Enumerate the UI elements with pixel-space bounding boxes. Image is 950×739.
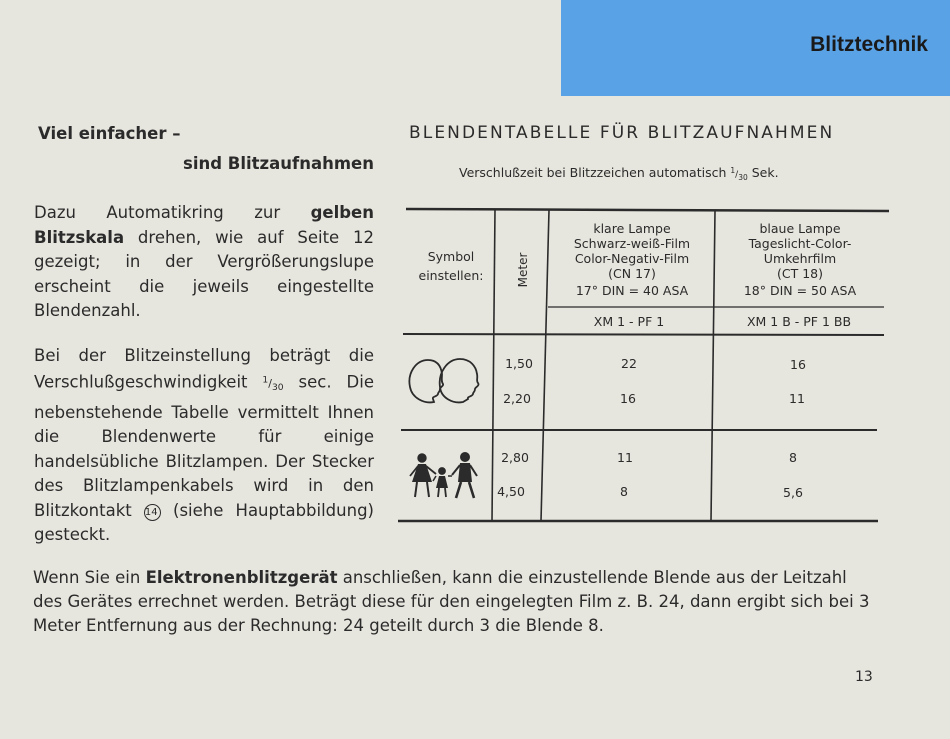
- para1-text-a: Dazu Automatikring zur: [34, 203, 311, 222]
- row1-meter: 1,50: [505, 356, 533, 371]
- col1-header-line1: klare Lampe: [593, 221, 671, 236]
- symbol-column-rule: [492, 209, 495, 521]
- para1-text-b: drehen, wie auf Seite 12 gezeigt; in der Vergrößerungslupe erscheint die jeweils eingestellte Blendenzahl.: [34, 227, 374, 320]
- col2-header-line2: Tageslicht-Color-: [748, 236, 852, 251]
- col1-header-line4: (CN 17): [608, 266, 656, 281]
- meter-header: Meter: [516, 252, 530, 288]
- symbol-header-line1: Symbol: [427, 249, 475, 264]
- subtitle-frac-num: 1: [730, 166, 736, 175]
- row1-value-clear: 22: [621, 356, 637, 371]
- col2-header-line3: Umkehrfilm: [763, 251, 837, 266]
- table-top-rule: [406, 209, 889, 211]
- subtitle-text: Verschlußzeit bei Blitzzeichen automatisch: [459, 165, 731, 180]
- para2-text-b: sec. Die nebenstehende Tabelle vermittelt Ihnen die Blendenwerte für einige handelsübliche Blitzlampen. Der Stecker des Blitzlampenkabels wird in den Blitzkontakt: [34, 372, 374, 520]
- para1-bold: gelben Blitzskala: [34, 203, 374, 247]
- subtitle-suffix: Sek.: [747, 165, 779, 180]
- row3-meter: 2,80: [501, 450, 529, 465]
- subtitle-fraction: $^1/_{30}$: [730, 166, 748, 182]
- col2-header-line1: blaue Lampe: [759, 221, 841, 236]
- row1-value-blue: 16: [790, 357, 806, 372]
- col1-header-line2: Schwarz-weiß-Film: [573, 236, 691, 251]
- bottom-text-b: anschließen, kann die einzustellende Blende aus der Leitzahl des Gerätes errechnet werden. Beträgt diese für den eingelegten Film z. B. 24, dann ergibt sich bei 3 Meter Entfernung aus der Rechnung: 24 geteilt durch 3 die Blende 8.: [33, 568, 870, 635]
- left-heading-line2: sind Blitzaufnahmen: [183, 154, 374, 173]
- lamp-column-rule: [711, 211, 715, 521]
- page-number: 13: [855, 669, 873, 685]
- row3-value-blue: 8: [789, 450, 797, 465]
- row2-value-clear: 16: [620, 391, 636, 406]
- col2-lamp-type: XM 1 B - PF 1 BB: [746, 314, 852, 329]
- subtitle-frac-den: 30: [738, 172, 748, 182]
- shutter-fraction: $^1/_{30}$: [262, 374, 284, 394]
- table-title: BLENDENTABELLE FÜR BLITZAUFNAHMEN: [409, 123, 835, 143]
- fraction-denominator: 30: [271, 382, 284, 394]
- section-title: Blitztechnik: [810, 33, 928, 56]
- col1-header-line5: 17° DIN = 40 ASA: [575, 283, 689, 298]
- row2-meter: 2,20: [503, 391, 531, 406]
- meter-column-rule: [541, 210, 549, 521]
- para2-text-a: Bei der Blitzeinstellung beträgt die Verschlußgeschwindigkeit: [34, 346, 374, 392]
- circled-reference-number: 14: [144, 504, 161, 521]
- table-header-rule: [403, 334, 884, 335]
- row4-value-blue: 5,6: [783, 485, 803, 500]
- family-figures-icon: [410, 453, 477, 499]
- bottom-bold: Elektronenblitzgerät: [145, 568, 338, 587]
- row2-value-blue: 11: [789, 391, 805, 406]
- row3-value-clear: 11: [617, 450, 633, 465]
- para2-text-c: (siehe Hauptabbildung) gesteckt.: [34, 500, 374, 545]
- fraction-numerator: 1: [262, 374, 269, 386]
- left-heading-line1: Viel einfacher –: [38, 124, 181, 143]
- col2-header-line5: 18° DIN = 50 ASA: [743, 283, 857, 298]
- bottom-text-a: Wenn Sie ein: [33, 568, 146, 587]
- portrait-heads-icon: [409, 359, 478, 402]
- col1-lamp-type: XM 1 - PF 1: [593, 314, 665, 329]
- electronic-flash-paragraph: [33, 566, 873, 638]
- col1-header-line3: Color-Negativ-Film: [574, 251, 690, 266]
- col2-header-line4: (CT 18): [777, 266, 823, 281]
- symbol-header-line2: einstellen:: [418, 268, 484, 283]
- row4-value-clear: 8: [620, 484, 628, 499]
- row4-meter: 4,50: [497, 484, 525, 499]
